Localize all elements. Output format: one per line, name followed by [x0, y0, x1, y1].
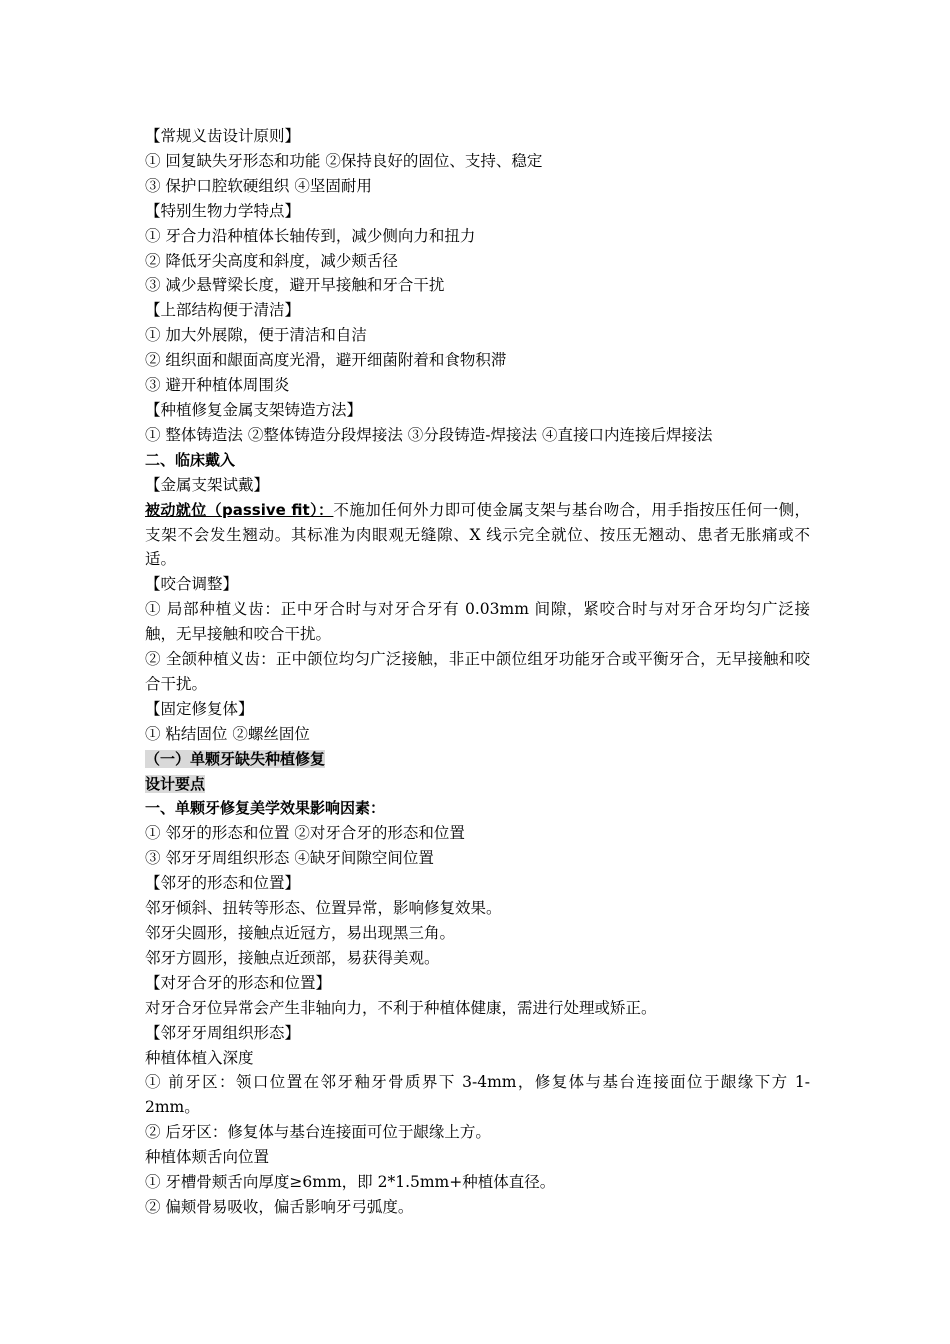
document-page [145, 124, 810, 1220]
text-line: ① 回复缺失牙形态和功能 ②保持良好的固位、支持、稳定 [145, 151, 543, 170]
text-line: ③ 减少悬臂梁长度，避开早接触和牙合干扰 [145, 276, 445, 295]
section-heading: 【邻牙牙周组织形态】 [145, 1023, 301, 1042]
text-paragraph: ② 全颌种植义齿：正中颌位均匀广泛接触，非正中颌位组牙功能牙合或平衡牙合，无早接触和咬合干扰。 [145, 650, 810, 693]
defined-term: 被动就位（passive fit）： [145, 500, 334, 519]
text-line: ② 组织面和龈面高度光滑，避开细菌附着和食物积滞 [145, 351, 507, 370]
text-line: 对牙合牙位异常会产生非轴向力，不利于种植体健康，需进行处理或矫正。 [145, 998, 657, 1017]
text-line: ② 偏颊骨易吸收，偏舌影响牙弓弧度。 [145, 1197, 414, 1216]
text-line: 邻牙倾斜、扭转等形态、位置异常，影响修复效果。 [145, 899, 502, 918]
section-heading: 【特别生物力学特点】 [145, 201, 301, 220]
chapter-heading: 二、临床戴入 [145, 450, 236, 469]
shaded-heading-text: （一）单颗牙缺失种植修复 [145, 749, 326, 768]
text-line: ③ 避开种植体周围炎 [145, 376, 290, 395]
text-line: ① 粘结固位 ②螺丝固位 [145, 724, 310, 743]
factors-heading: 一、单颗牙修复美学效果影响因素： [145, 799, 386, 818]
text-paragraph: ① 前牙区：领口位置在邻牙釉牙骨质界下 3-4mm，修复体与基台连接面位于龈缘下方 1-2mm。 [145, 1073, 810, 1117]
section-heading: 【邻牙的形态和位置】 [145, 874, 301, 893]
text-line: ③ 邻牙牙周组织形态 ④缺牙间隙空间位置 [145, 849, 434, 868]
text-line: ① 加大外展隙，便于清洁和自洁 [145, 326, 367, 345]
section-heading: 【种植修复金属支架铸造方法】 [145, 400, 363, 419]
section-heading: 【上部结构便于清洁】 [145, 301, 301, 320]
section-heading: 【对牙合牙的形态和位置】 [145, 973, 332, 992]
section-heading: 【咬合调整】 [145, 575, 239, 594]
text-line: 种植体植入深度 [145, 1048, 254, 1067]
section-heading: 【常规义齿设计原则】 [145, 127, 301, 145]
text-line: ① 整体铸造法 ②整体铸造分段焊接法 ③分段铸造-焊接法 ④直接口内连接后焊接法 [145, 425, 713, 444]
section-heading: 【固定修复体】 [145, 699, 254, 718]
text-line: ③ 保护口腔软硬组织 ④坚固耐用 [145, 176, 372, 195]
subsection-heading [145, 747, 810, 772]
text-line: ① 牙合力沿种植体长轴传到，减少侧向力和扭力 [145, 226, 476, 245]
text-line: 邻牙方圆形，接触点近颈部，易获得美观。 [145, 948, 440, 967]
section-heading: 【金属支架试戴】 [145, 475, 270, 494]
text-line: 邻牙尖圆形，接触点近冠方，易出现黑三角。 [145, 924, 456, 942]
text-line: ① 牙槽骨颊舌向厚度≥6mm，即 2*1.5mm+种植体直径。 [145, 1173, 556, 1192]
text-line: ② 降低牙尖高度和斜度，减少颊舌径 [145, 251, 398, 270]
text-line: ① 邻牙的形态和位置 ②对牙合牙的形态和位置 [145, 824, 465, 843]
design-points-heading [145, 772, 810, 797]
definition-text: 不施加任何外力即可使金属支架与基台吻合，用手指按压任何一侧，支架不会发生翘动。其标准为肉眼观无缝隙、X 线示完全就位、按压无翘动、患者无胀痛或不适。 [145, 500, 810, 569]
text-line: ② 后牙区：修复体与基台连接面可位于龈缘上方。 [145, 1123, 491, 1142]
text-line: 种植体颊舌向位置 [145, 1148, 270, 1167]
shaded-heading-text: 设计要点 [145, 774, 206, 793]
text-paragraph: ① 局部种植义齿：正中牙合时与对牙合牙有 0.03mm 间隙，紧咬合时与对牙合牙均匀广泛接触，无早接触和咬合干扰。 [145, 600, 810, 644]
definition-paragraph [145, 498, 810, 573]
